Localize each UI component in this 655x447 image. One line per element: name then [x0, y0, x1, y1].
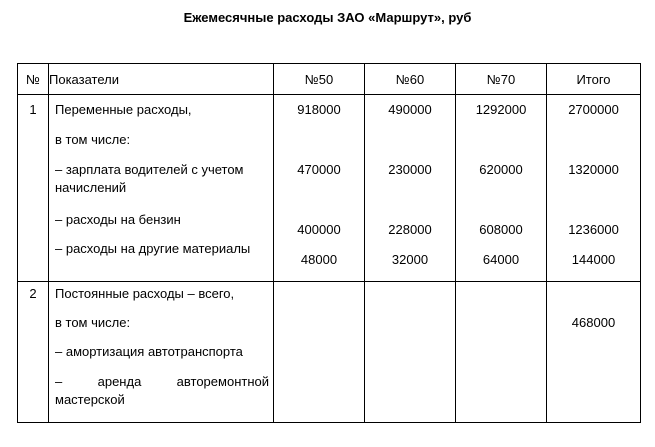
value-materials-70: 64000: [482, 252, 520, 267]
list-item: начислений: [55, 180, 127, 195]
expenses-table: [17, 63, 641, 423]
list-item-word: авторемонтной: [176, 374, 269, 389]
value-salary-70: 620000: [479, 162, 523, 177]
value-salary-total: 1320000: [568, 162, 619, 177]
header-indicators: Показатели: [49, 64, 274, 95]
value-fuel-total: 1236000: [568, 222, 619, 237]
list-item: [55, 374, 269, 390]
page-title: Ежемесячные расходы ЗАО «Маршрут», руб: [183, 10, 472, 25]
list-item: мастерской: [55, 392, 125, 407]
header-col-60: №60: [365, 64, 456, 95]
table-header-row: [18, 64, 641, 95]
value-salary-60: 230000: [388, 162, 432, 177]
header-col-70: №70: [456, 64, 547, 95]
value-fuel-70: 608000: [479, 222, 523, 237]
table-row: [18, 95, 641, 282]
row-label: Постоянные расходы – всего,: [55, 286, 235, 301]
row-number: 2: [29, 286, 37, 301]
value-materials-total: 144000: [571, 252, 616, 267]
row-sublabel: в том числе:: [55, 315, 131, 330]
value-salary-50: 470000: [297, 162, 341, 177]
list-item: – расходы на бензин: [55, 212, 181, 227]
value-main-70: 1292000: [475, 102, 527, 117]
row-sublabel: в том числе:: [55, 132, 131, 147]
row-number: 1: [29, 102, 37, 117]
value-fixed-total: 468000: [571, 315, 616, 330]
value-main-60: 490000: [388, 102, 432, 117]
value-fuel-50: 400000: [297, 222, 341, 237]
list-item-dash: –: [55, 374, 63, 389]
value-main-50: 918000: [297, 102, 341, 117]
list-item: – амортизация автотранспорта: [55, 344, 243, 359]
value-materials-50: 48000: [300, 252, 338, 267]
header-total: Итого: [547, 64, 641, 95]
row-label: Переменные расходы,: [55, 102, 192, 117]
value-materials-60: 32000: [391, 252, 429, 267]
list-item-word: аренда: [97, 374, 142, 389]
value-main-total: 2700000: [568, 102, 619, 117]
header-no: №: [18, 64, 49, 95]
list-item: – зарплата водителей с учетом: [55, 162, 244, 177]
header-col-50: №50: [274, 64, 365, 95]
table-row: [18, 282, 641, 423]
list-item: – расходы на другие материалы: [55, 241, 251, 256]
value-fuel-60: 228000: [388, 222, 432, 237]
